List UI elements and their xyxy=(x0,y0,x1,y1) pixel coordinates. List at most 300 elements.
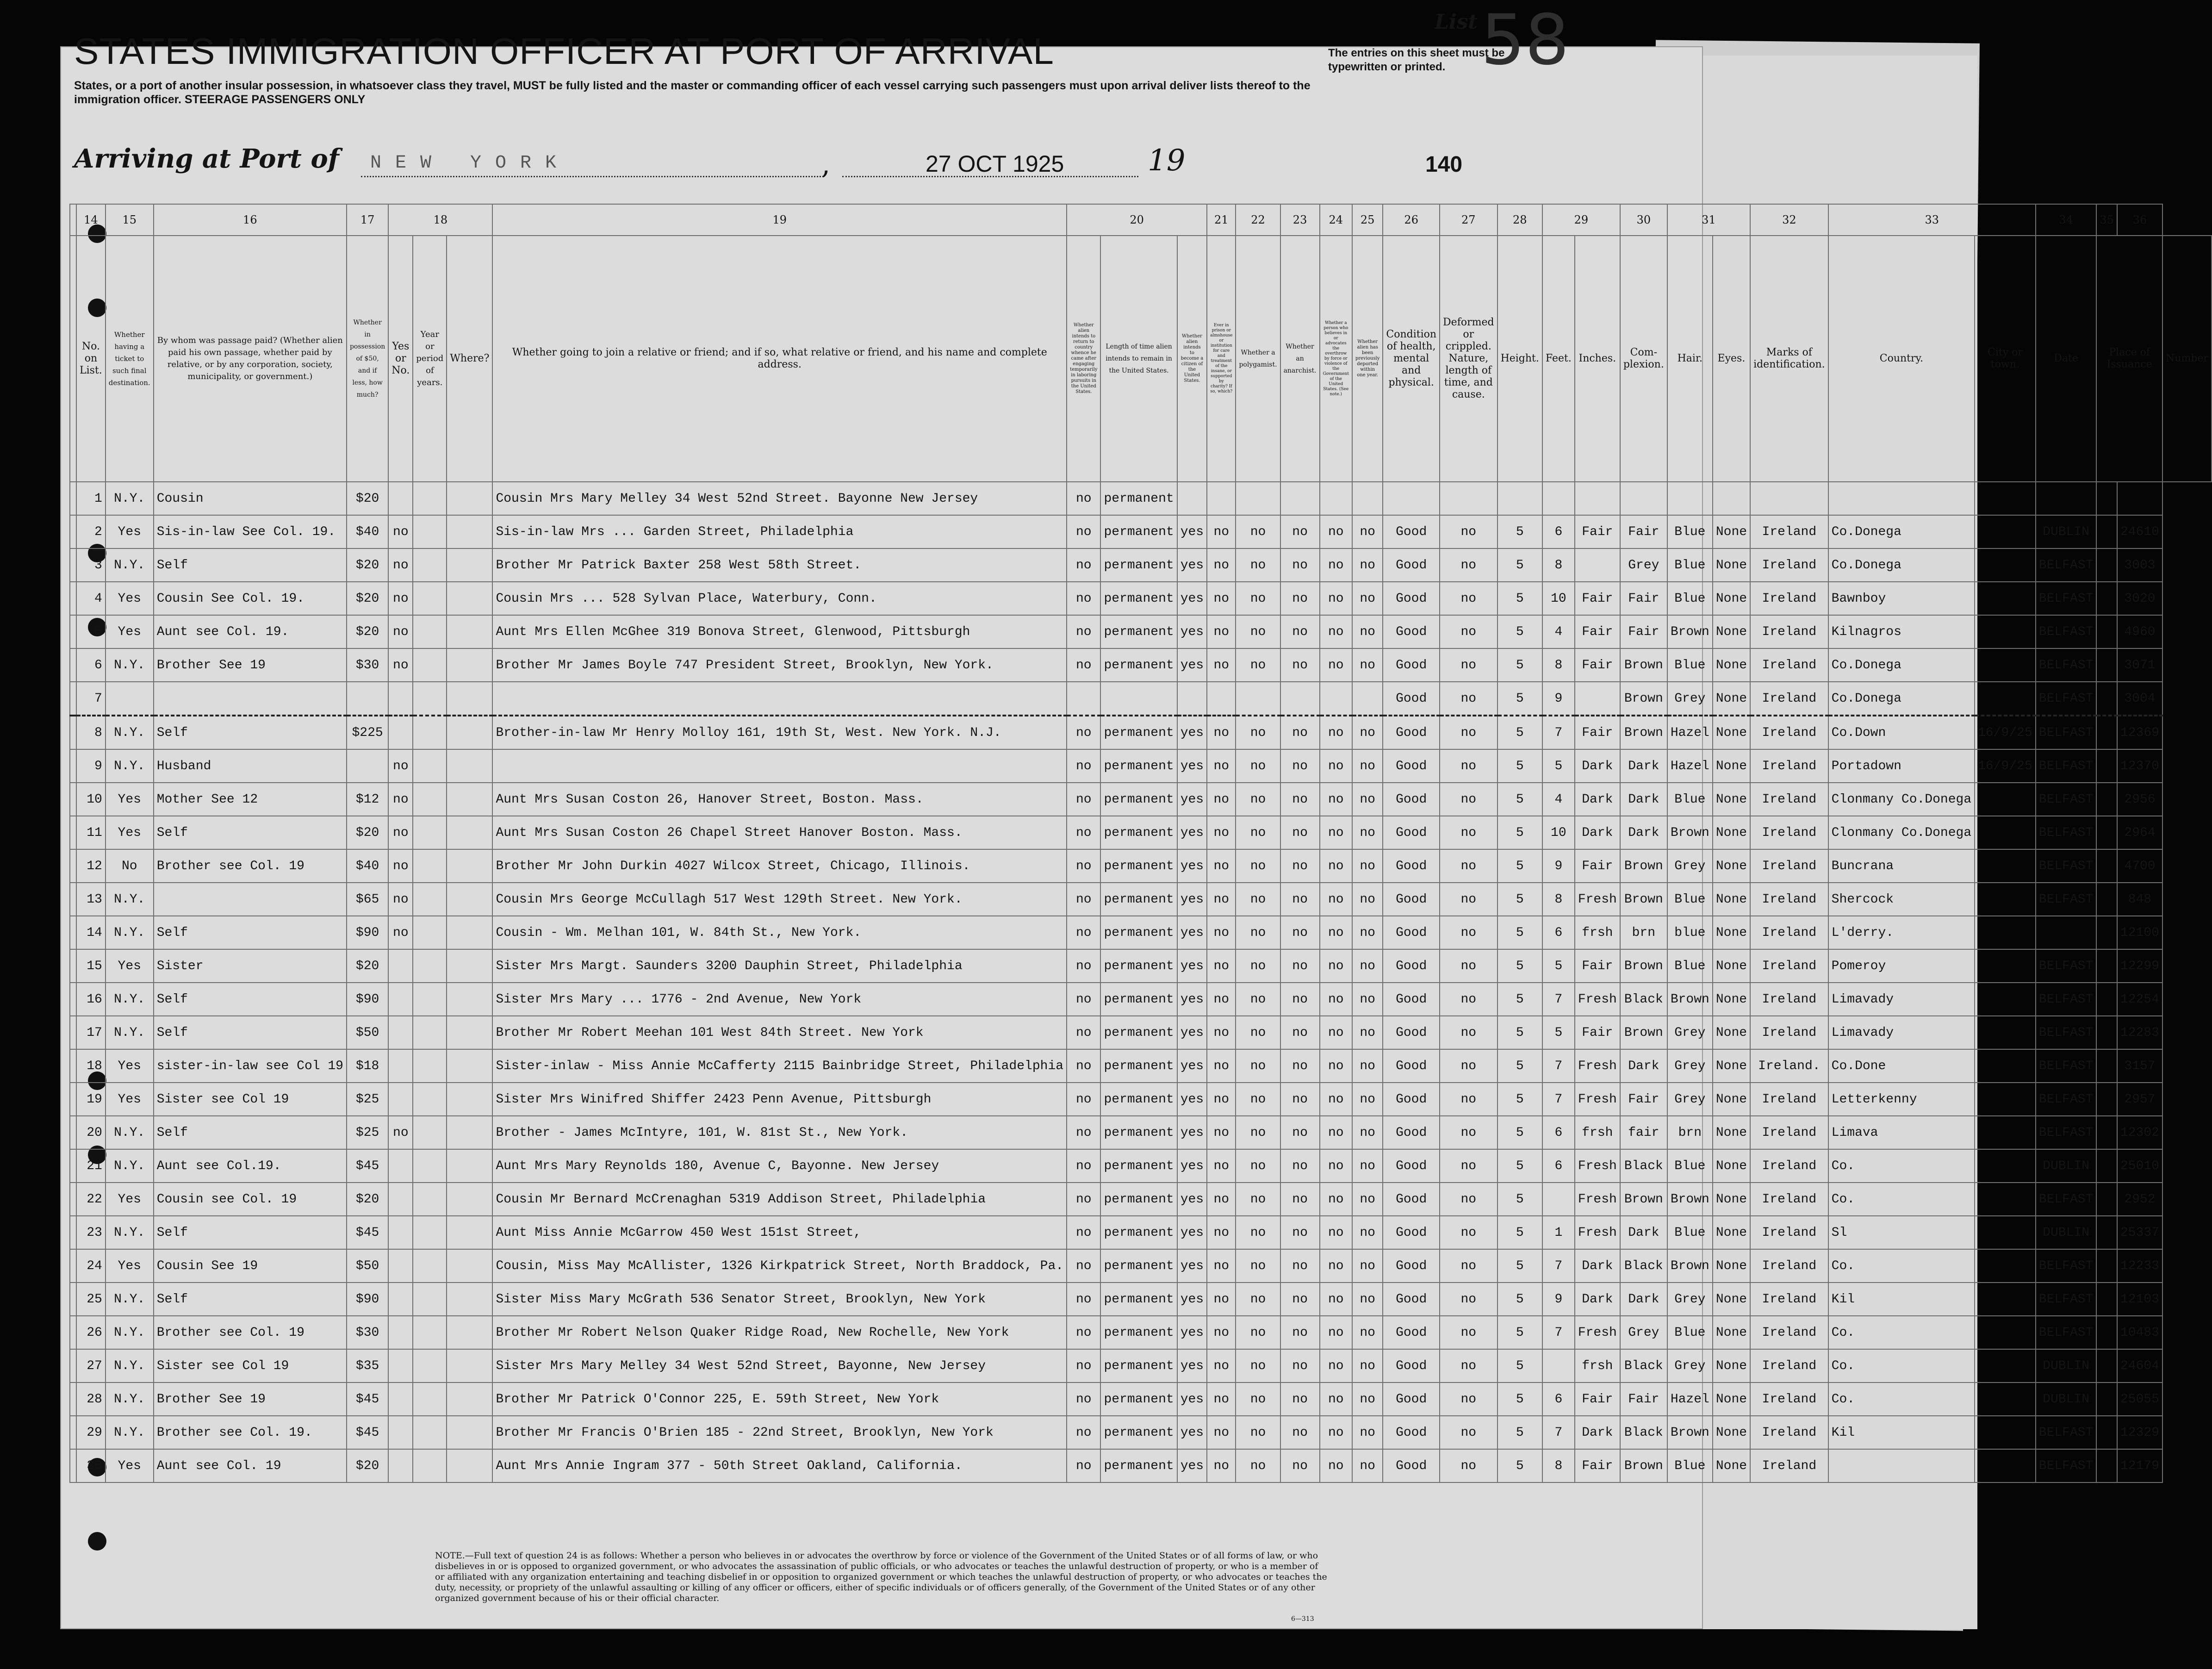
cell-joining: Cousin Mrs ... 528 Sylvan Place, Waterbury, Conn. xyxy=(492,582,1067,615)
cell-ticket: Yes xyxy=(106,582,154,615)
cell-hair: Black xyxy=(1620,1349,1667,1383)
cell-hair: Brown xyxy=(1620,648,1667,682)
empty-cell xyxy=(413,983,447,1016)
cell-ret: no xyxy=(1067,1383,1100,1416)
cell-money: $225 xyxy=(347,716,388,749)
cell-comp: Fair xyxy=(1575,515,1620,548)
table-row xyxy=(70,615,2212,648)
cell-anar: no xyxy=(1280,1283,1320,1316)
cell-cit: yes xyxy=(1177,949,1207,983)
cell-dep: no xyxy=(1352,783,1383,816)
cell-cond: Good xyxy=(1383,1016,1440,1049)
cell-poly: no xyxy=(1236,1016,1280,1049)
cell-vnum: 12254 xyxy=(2117,983,2162,1016)
cell-over: no xyxy=(1320,749,1352,783)
cell-marks: None xyxy=(1713,548,1750,582)
cell-country: Ireland xyxy=(1750,1249,1828,1283)
empty-cell xyxy=(413,1149,447,1183)
cell-ft: 5 xyxy=(1497,582,1542,615)
cell-prison: no xyxy=(1207,1149,1236,1183)
table-row xyxy=(70,1083,2212,1116)
cell-vdate xyxy=(1975,1016,2036,1049)
cell-hair: Brown xyxy=(1620,1016,1667,1049)
cell-ft: 5 xyxy=(1497,949,1542,983)
cell-joining: Sister Mrs Mary ... 1776 - 2nd Avenue, New York xyxy=(492,983,1067,1016)
cell-deform: no xyxy=(1440,1183,1497,1216)
column-number: 33 xyxy=(1828,204,2036,236)
cell-vdate xyxy=(1975,548,2036,582)
cell-prison: no xyxy=(1207,1083,1236,1116)
empty-cell xyxy=(2096,1416,2117,1449)
cell-ret: no xyxy=(1067,783,1100,816)
cell-eyes: Grey xyxy=(1667,1349,1713,1383)
cell-ft: 5 xyxy=(1497,1216,1542,1249)
column-number: 25 xyxy=(1352,204,1383,236)
margin-cell xyxy=(70,682,76,716)
cell-cit: yes xyxy=(1177,515,1207,548)
cell-over: no xyxy=(1320,515,1352,548)
header-hair: Hair. xyxy=(1667,236,1713,482)
empty-cell xyxy=(413,816,447,849)
cell-vnum: 24610 xyxy=(2117,515,2162,548)
cell-cond: Good xyxy=(1383,1416,1440,1449)
cell-city: Co. xyxy=(1828,1316,1975,1349)
cell-poly: no xyxy=(1236,983,1280,1016)
cell-cit xyxy=(1177,482,1207,515)
empty-cell xyxy=(2096,883,2117,916)
cell-vplace: BELFAST xyxy=(2036,682,2097,716)
cell-cond: Good xyxy=(1383,1316,1440,1349)
cell-dep: no xyxy=(1352,1316,1383,1349)
cell-vplace: BELFAST xyxy=(2036,1083,2097,1116)
cell-cit: yes xyxy=(1177,615,1207,648)
cell-ret: no xyxy=(1067,816,1100,849)
cell-eyes: Brown xyxy=(1667,615,1713,648)
cell-ft: 5 xyxy=(1497,1116,1542,1149)
empty-cell xyxy=(413,515,447,548)
empty-cell xyxy=(413,548,447,582)
cell-money: $40 xyxy=(347,515,388,548)
header-visa-number: Number xyxy=(2162,236,2212,482)
cell-marks: None xyxy=(1713,582,1750,615)
cell-marks: None xyxy=(1713,916,1750,949)
cell-dep: no xyxy=(1352,582,1383,615)
header-before-years: Year or period of years. xyxy=(413,236,447,482)
empty-cell xyxy=(2096,1049,2117,1083)
cell-anar: no xyxy=(1280,1083,1320,1116)
cell-ticket: N.Y. xyxy=(106,482,154,515)
cell-country: Ireland xyxy=(1750,883,1828,916)
cell-prison: no xyxy=(1207,1416,1236,1449)
cell-ft: 5 xyxy=(1497,849,1542,883)
cell-eyes: Grey xyxy=(1667,1049,1713,1083)
cell-marks: None xyxy=(1713,949,1750,983)
cell-no: 4 xyxy=(76,582,106,615)
margin-cell xyxy=(70,849,76,883)
cell-dep: no xyxy=(1352,949,1383,983)
cell-in: 7 xyxy=(1542,983,1575,1016)
cell-deform: no xyxy=(1440,849,1497,883)
cell-in: 7 xyxy=(1542,1249,1575,1283)
empty-cell xyxy=(2096,849,2117,883)
cell-over: no xyxy=(1320,949,1352,983)
cell-poly: no xyxy=(1236,1116,1280,1149)
cell-anar: no xyxy=(1280,849,1320,883)
empty-cell xyxy=(413,1249,447,1283)
footnote: NOTE.—Full text of question 24 is as follows: Whether a person who believes in or advocates the overthrow by force or violence of the Government of the United States or of all forms of law, or who disbelieves in or is opposed to organized government, or who advocates the assassination of public officials, or who advocates or teaches the unlawful destruction of property, or who is a member of or affiliated with any organization entertaining and teaching disbelief in or opposition to organized government or which teaches the unlawful destruction of property, or who advocates or teaches the duty, necessity, or propriety of the unlawful assaulting or killing of any officer or officers, either of specific individuals or of officers generally, of the Government of the United States or of any other organized government because of his or their official character. xyxy=(435,1551,1327,1603)
cell-hair xyxy=(1620,482,1667,515)
cell-country: Ireland xyxy=(1750,682,1828,716)
header-overthrow: Whether a person who believes in or advocates the overthrow by force or violence of the Government of the United States. (See note.) xyxy=(1320,236,1352,482)
cell-vplace: BELFAST xyxy=(2036,1283,2097,1316)
cell-before: no xyxy=(388,849,413,883)
cell-eyes: Brown xyxy=(1667,1183,1713,1216)
cell-joining: Aunt Mrs Mary Reynolds 180, Avenue C, Bayonne. New Jersey xyxy=(492,1149,1067,1183)
cell-vdate xyxy=(1975,1083,2036,1116)
margin-cell xyxy=(70,949,76,983)
margin-cell xyxy=(70,1049,76,1083)
empty-cell xyxy=(447,949,492,983)
cell-vnum: 12299 xyxy=(2117,949,2162,983)
cell-hair: Brown xyxy=(1620,849,1667,883)
margin-cell xyxy=(70,548,76,582)
cell-prison: no xyxy=(1207,1016,1236,1049)
empty-cell xyxy=(447,883,492,916)
cell-ticket: Yes xyxy=(106,783,154,816)
cell-prison xyxy=(1207,682,1236,716)
cell-ft: 5 xyxy=(1497,1149,1542,1183)
cell-city: Limavady xyxy=(1828,983,1975,1016)
cell-prison: no xyxy=(1207,1383,1236,1416)
cell-hair: Dark xyxy=(1620,1216,1667,1249)
cell-country: Ireland xyxy=(1750,1016,1828,1049)
cell-country: Ireland xyxy=(1750,1216,1828,1249)
cell-ret: no xyxy=(1067,983,1100,1016)
cell-paid: Husband xyxy=(154,749,347,783)
cell-deform: no xyxy=(1440,1349,1497,1383)
cell-marks: None xyxy=(1713,749,1750,783)
cell-country: Ireland xyxy=(1750,1083,1828,1116)
cell-no: 13 xyxy=(76,883,106,916)
cell-hair: Brown xyxy=(1620,1449,1667,1482)
cell-deform: no xyxy=(1440,916,1497,949)
cell-joining: Sister-inlaw - Miss Annie McCafferty 2115 Bainbridge Street, Philadelphia xyxy=(492,1049,1067,1083)
table-row xyxy=(70,1283,2212,1316)
empty-cell xyxy=(413,682,447,716)
cell-over: no xyxy=(1320,615,1352,648)
empty-cell xyxy=(447,1116,492,1149)
cell-anar: no xyxy=(1280,1216,1320,1249)
column-number: 18 xyxy=(388,204,492,236)
cell-prison: no xyxy=(1207,783,1236,816)
cell-money: $20 xyxy=(347,1183,388,1216)
column-number: 28 xyxy=(1497,204,1542,236)
cell-money: $45 xyxy=(347,1149,388,1183)
cell-deform: no xyxy=(1440,1416,1497,1449)
cell-poly: no xyxy=(1236,515,1280,548)
cell-marks: None xyxy=(1713,1116,1750,1149)
cell-money: $35 xyxy=(347,1349,388,1383)
table-row xyxy=(70,648,2212,682)
margin-cell xyxy=(70,1249,76,1283)
cell-anar: no xyxy=(1280,1049,1320,1083)
cell-paid: Self xyxy=(154,1216,347,1249)
cell-cit: yes xyxy=(1177,1049,1207,1083)
table-row xyxy=(70,716,2212,749)
table-row xyxy=(70,783,2212,816)
cell-city: Letterkenny xyxy=(1828,1083,1975,1116)
cell-deform: no xyxy=(1440,648,1497,682)
header-ticket: Whether having a ticket to such final destination. xyxy=(106,236,154,482)
cell-no: 6 xyxy=(76,648,106,682)
empty-cell xyxy=(447,1449,492,1482)
cell-deform: no xyxy=(1440,1049,1497,1083)
cell-vdate xyxy=(1975,816,2036,849)
cell-over: no xyxy=(1320,816,1352,849)
cell-poly: no xyxy=(1236,1149,1280,1183)
cell-prison: no xyxy=(1207,1449,1236,1482)
cell-length: permanent xyxy=(1100,783,1177,816)
cell-dep: no xyxy=(1352,1383,1383,1416)
cell-vdate xyxy=(1975,949,2036,983)
cell-joining: Cousin - Wm. Melhan 101, W. 84th St., New York. xyxy=(492,916,1067,949)
cell-deform: no xyxy=(1440,716,1497,749)
cell-marks: None xyxy=(1713,648,1750,682)
cell-joining: Sis-in-law Mrs ... Garden Street, Philadelphia xyxy=(492,515,1067,548)
cell-vnum: 12103 xyxy=(2117,1283,2162,1316)
cell-vdate xyxy=(1975,983,2036,1016)
cell-before: no xyxy=(388,548,413,582)
cell-before xyxy=(388,1183,413,1216)
cell-joining xyxy=(492,682,1067,716)
column-number: 34 xyxy=(2036,204,2097,236)
cell-joining: Brother Mr Francis O'Brien 185 - 22nd Street, Brooklyn, New York xyxy=(492,1416,1067,1449)
cell-in xyxy=(1542,1349,1575,1383)
cell-dep: no xyxy=(1352,1049,1383,1083)
cell-cit: yes xyxy=(1177,1283,1207,1316)
cell-ft: 5 xyxy=(1497,983,1542,1016)
cell-length: permanent xyxy=(1100,749,1177,783)
cell-joining: Brother Mr Patrick O'Connor 225, E. 59th Street, New York xyxy=(492,1383,1067,1416)
cell-ret: no xyxy=(1067,548,1100,582)
cell-dep xyxy=(1352,682,1383,716)
cell-comp: Fair xyxy=(1575,849,1620,883)
cell-hair: Grey xyxy=(1620,548,1667,582)
margin-cell xyxy=(70,1283,76,1316)
cell-no: 28 xyxy=(76,1383,106,1416)
column-number: 26 xyxy=(1383,204,1440,236)
cell-dep: no xyxy=(1352,883,1383,916)
cell-marks: None xyxy=(1713,816,1750,849)
cell-eyes: Grey xyxy=(1667,1083,1713,1116)
cell-dep: no xyxy=(1352,515,1383,548)
cell-anar xyxy=(1280,682,1320,716)
table-row xyxy=(70,916,2212,949)
cell-length: permanent xyxy=(1100,916,1177,949)
cell-country: Ireland xyxy=(1750,749,1828,783)
column-number: 19 xyxy=(492,204,1067,236)
cell-ticket: N.Y. xyxy=(106,1316,154,1349)
cell-comp: Fair xyxy=(1575,716,1620,749)
cell-cond: Good xyxy=(1383,548,1440,582)
cell-in: 7 xyxy=(1542,1083,1575,1116)
empty-cell xyxy=(413,1283,447,1316)
cell-joining: Sister Mrs Mary Melley 34 West 52nd Street, Bayonne, New Jersey xyxy=(492,1349,1067,1383)
cell-anar: no xyxy=(1280,1149,1320,1183)
cell-country: Ireland xyxy=(1750,1316,1828,1349)
cell-ticket: Yes xyxy=(106,515,154,548)
cell-cit: yes xyxy=(1177,1149,1207,1183)
cell-no: 18 xyxy=(76,1049,106,1083)
cell-money: $45 xyxy=(347,1383,388,1416)
cell-ticket: N.Y. xyxy=(106,648,154,682)
cell-vplace: BELFAST xyxy=(2036,548,2097,582)
cell-paid: Sister see Col 19 xyxy=(154,1349,347,1383)
cell-ticket: No xyxy=(106,849,154,883)
margin-cell xyxy=(70,1016,76,1049)
empty-cell xyxy=(413,1449,447,1482)
cell-paid: Brother see Col. 19. xyxy=(154,1416,347,1449)
cell-paid: Self xyxy=(154,1016,347,1049)
header-inches: Inches. xyxy=(1575,236,1620,482)
cell-comp: frsh xyxy=(1575,1349,1620,1383)
cell-joining: Sister Miss Mary McGrath 536 Senator Street, Brooklyn, New York xyxy=(492,1283,1067,1316)
cell-before xyxy=(388,1083,413,1116)
cell-cond: Good xyxy=(1383,916,1440,949)
cell-city xyxy=(1828,482,1975,515)
header-before-yes-no: Yes or No. xyxy=(388,236,413,482)
header-purpose-return: Whether alien intends to return to country whence he came after engaging temporarily in laboring pursuits in the United States. xyxy=(1067,236,1100,482)
empty-cell xyxy=(2096,1349,2117,1383)
cell-eyes: Blue xyxy=(1667,1449,1713,1482)
cell-ret: no xyxy=(1067,1149,1100,1183)
cell-cit: yes xyxy=(1177,1349,1207,1383)
empty-cell xyxy=(447,515,492,548)
cell-no: 14 xyxy=(76,916,106,949)
empty-cell xyxy=(413,1016,447,1049)
margin-cell xyxy=(70,1149,76,1183)
cell-eyes: Blue xyxy=(1667,1316,1713,1349)
cell-city: Co. xyxy=(1828,1249,1975,1283)
cell-hair: Fair xyxy=(1620,615,1667,648)
cell-hair: Fair xyxy=(1620,1383,1667,1416)
cell-deform xyxy=(1440,482,1497,515)
cell-vnum: 12233 xyxy=(2117,1249,2162,1283)
empty-cell xyxy=(2096,816,2117,849)
cell-in xyxy=(1542,1183,1575,1216)
cell-cit: yes xyxy=(1177,1116,1207,1149)
cell-joining: Sister Mrs Winifred Shiffer 2423 Penn Avenue, Pittsburgh xyxy=(492,1083,1067,1116)
cell-country: Ireland xyxy=(1750,648,1828,682)
header-anarchist: Whether an anarchist. xyxy=(1280,236,1320,482)
cell-vplace: BELFAST xyxy=(2036,615,2097,648)
cell-ret: no xyxy=(1067,1349,1100,1383)
cell-vdate xyxy=(1975,682,2036,716)
cell-marks: None xyxy=(1713,615,1750,648)
cell-prison: no xyxy=(1207,716,1236,749)
cell-prison: no xyxy=(1207,615,1236,648)
cell-cit: yes xyxy=(1177,749,1207,783)
cell-ret xyxy=(1067,682,1100,716)
cell-over: no xyxy=(1320,1283,1352,1316)
cell-eyes: Grey xyxy=(1667,849,1713,883)
cell-vplace: BELFAST xyxy=(2036,648,2097,682)
cell-cond: Good xyxy=(1383,749,1440,783)
cell-before xyxy=(388,1216,413,1249)
cell-marks: None xyxy=(1713,1083,1750,1116)
cell-in: 6 xyxy=(1542,1383,1575,1416)
cell-anar: no xyxy=(1280,582,1320,615)
column-number: 22 xyxy=(1236,204,1280,236)
cell-ticket: Yes xyxy=(106,949,154,983)
cell-vnum: 12302 xyxy=(2117,1116,2162,1149)
cell-money: $20 xyxy=(347,548,388,582)
passenger-manifest-table xyxy=(69,204,2212,1483)
empty-cell xyxy=(447,548,492,582)
cell-prison: no xyxy=(1207,648,1236,682)
table-row xyxy=(70,682,2212,716)
cell-ticket: N.Y. xyxy=(106,983,154,1016)
cell-vnum: 3157 xyxy=(2117,1049,2162,1083)
cell-dep xyxy=(1352,482,1383,515)
cell-ft: 5 xyxy=(1497,1349,1542,1383)
cell-money: $40 xyxy=(347,849,388,883)
cell-hair: Dark xyxy=(1620,1049,1667,1083)
cell-marks: None xyxy=(1713,1283,1750,1316)
margin-cell xyxy=(70,749,76,783)
form-code: 6—313 xyxy=(1291,1615,1314,1623)
cell-dep: no xyxy=(1352,816,1383,849)
cell-no: 27 xyxy=(76,1349,106,1383)
year-prefix: 19 xyxy=(1148,143,1186,178)
cell-marks: None xyxy=(1713,1349,1750,1383)
cell-poly: no xyxy=(1236,1383,1280,1416)
cell-dep: no xyxy=(1352,615,1383,648)
cell-length: permanent xyxy=(1100,1083,1177,1116)
cell-anar xyxy=(1280,482,1320,515)
cell-dep: no xyxy=(1352,716,1383,749)
cell-comp: Fresh xyxy=(1575,883,1620,916)
cell-paid: Self xyxy=(154,1283,347,1316)
cell-cond: Good xyxy=(1383,615,1440,648)
cell-cit: yes xyxy=(1177,916,1207,949)
cell-dep: no xyxy=(1352,1449,1383,1482)
header-eyes: Eyes. xyxy=(1713,236,1750,482)
comma-separator: , xyxy=(821,148,831,181)
cell-marks: None xyxy=(1713,716,1750,749)
cell-money: $25 xyxy=(347,1083,388,1116)
empty-cell xyxy=(2096,983,2117,1016)
cell-cit: yes xyxy=(1177,1383,1207,1416)
cell-before xyxy=(388,949,413,983)
cell-no: 21 xyxy=(76,1149,106,1183)
header-paid-by: By whom was passage paid? (Whether alien paid his own passage, whether paid by relative, or by any corporation, society, municipality, or government.) xyxy=(154,236,347,482)
cell-ft: 5 xyxy=(1497,1383,1542,1416)
cell-joining: Aunt Miss Annie McGarrow 450 West 151st Street, xyxy=(492,1216,1067,1249)
cell-money xyxy=(347,682,388,716)
cell-vnum: 25010 xyxy=(2117,1149,2162,1183)
cell-comp: Dark xyxy=(1575,1249,1620,1283)
empty-cell xyxy=(2096,749,2117,783)
cell-money: $20 xyxy=(347,615,388,648)
empty-cell xyxy=(447,682,492,716)
empty-cell xyxy=(447,816,492,849)
cell-in: 4 xyxy=(1542,615,1575,648)
cell-hair: brn xyxy=(1620,916,1667,949)
empty-cell xyxy=(447,482,492,515)
cell-city: Kil xyxy=(1828,1283,1975,1316)
cell-dep: no xyxy=(1352,849,1383,883)
